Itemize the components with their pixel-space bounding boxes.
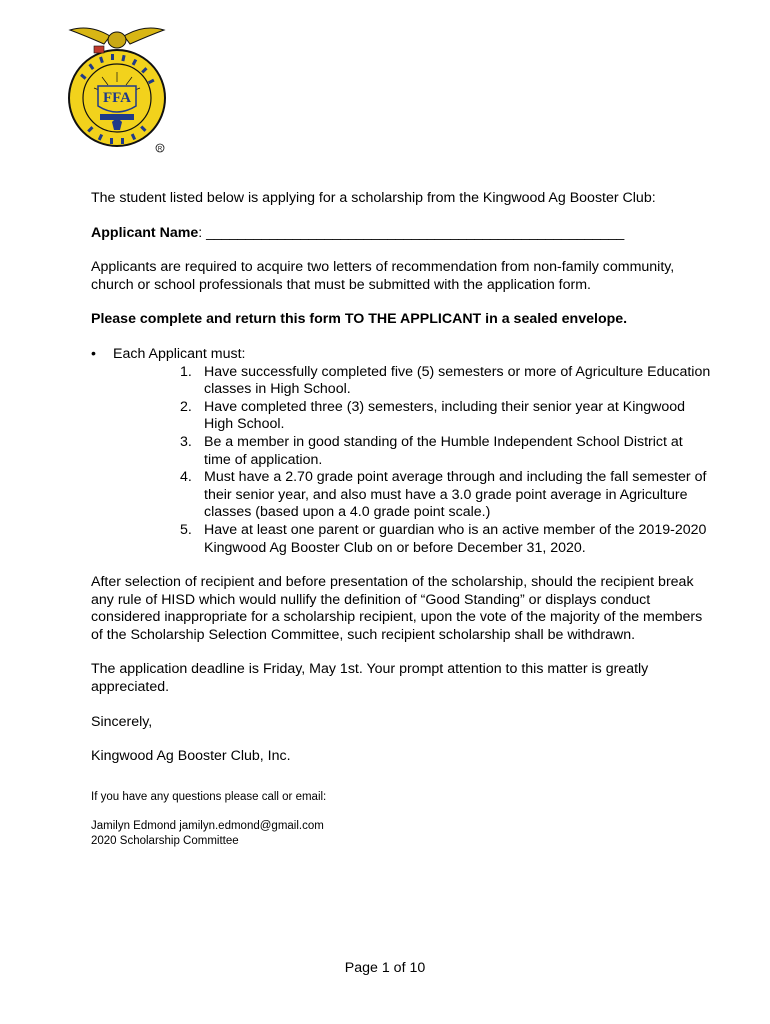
- applicant-name-colon: :: [198, 224, 207, 241]
- bullet-icon: •: [91, 345, 96, 362]
- page-indicator: Page 1 of 10: [344, 960, 426, 976]
- letter-body: [91, 190, 711, 849]
- conduct-paragraph: After selection of recipient and before presentation of the scholarship, should the recipient break any rule of HISD which would nullify the definition of “Good Standing” or displays conduct considered inappropriate for a scholarship recipient, upon the vote of the majority of the members of the Scholarship Selection Committee, such recipient scholarship shall be withdrawn.: [91, 574, 703, 643]
- ffa-letters: FFA: [102, 90, 132, 106]
- closing-salutation: Sincerely,: [91, 713, 153, 730]
- deadline-paragraph: The application deadline is Friday, May 1st. Your prompt attention to this matter is greatly appreciated.: [91, 661, 649, 696]
- intro-paragraph: The student listed below is applying for a scholarship from the Kingwood Ag Booster Club:: [91, 190, 656, 206]
- list-item: 5. Have at least one parent or guardian who is an active member of the 2019-2020 Kingwood Ag Booster Club on or before December 31, 2020.: [180, 521, 707, 556]
- eagle-wing-right: [124, 28, 164, 44]
- instruction-paragraph: Please complete and return this form TO THE APPLICANT in a sealed envelope.: [91, 311, 628, 328]
- requirements-list: [91, 364, 711, 558]
- svg-text:R: R: [157, 146, 163, 153]
- list-item: 1. Have successfully completed five (5) semesters or more of Agriculture Education classes in High School.: [180, 363, 711, 398]
- contact-name-email: Jamilyn Edmond jamilyn.edmond@gmail.com: [91, 819, 324, 832]
- flag-mark: [94, 46, 104, 53]
- applicant-name-blank: _____________________________________________________: [206, 224, 625, 241]
- recommendation-paragraph: Applicants are required to acquire two letters of recommendation from non-family community, church or school professionals that must be submitted with the application form.: [91, 259, 675, 293]
- eagle-wing-left: [70, 28, 110, 44]
- list-item: 2. Have completed three (3) semesters, including their senior year at Kingwood High School.: [180, 398, 686, 433]
- list-item: 3. Be a member in good standing of the Humble Independent School District at time of application.: [180, 433, 683, 468]
- applicant-name-label: Applicant Name: [91, 224, 199, 241]
- eagle-body: [108, 32, 126, 48]
- requirements-heading: [91, 346, 711, 364]
- contact-committee: 2020 Scholarship Committee: [91, 834, 239, 847]
- requirements-heading-text: Each Applicant must:: [113, 345, 246, 362]
- ffa-emblem-logo: [64, 22, 170, 158]
- signature-line: Kingwood Ag Booster Club, Inc.: [91, 748, 291, 765]
- list-item: 4. Must have a 2.70 grade point average through and including the fall semester of their senior year, and also must have a 3.0 grade point average in Agriculture classes (based upon a 4.0 grade point scale.): [180, 469, 707, 521]
- applicant-name-line: [91, 225, 711, 243]
- contact-prompt: If you have any questions please call or email:: [91, 790, 327, 803]
